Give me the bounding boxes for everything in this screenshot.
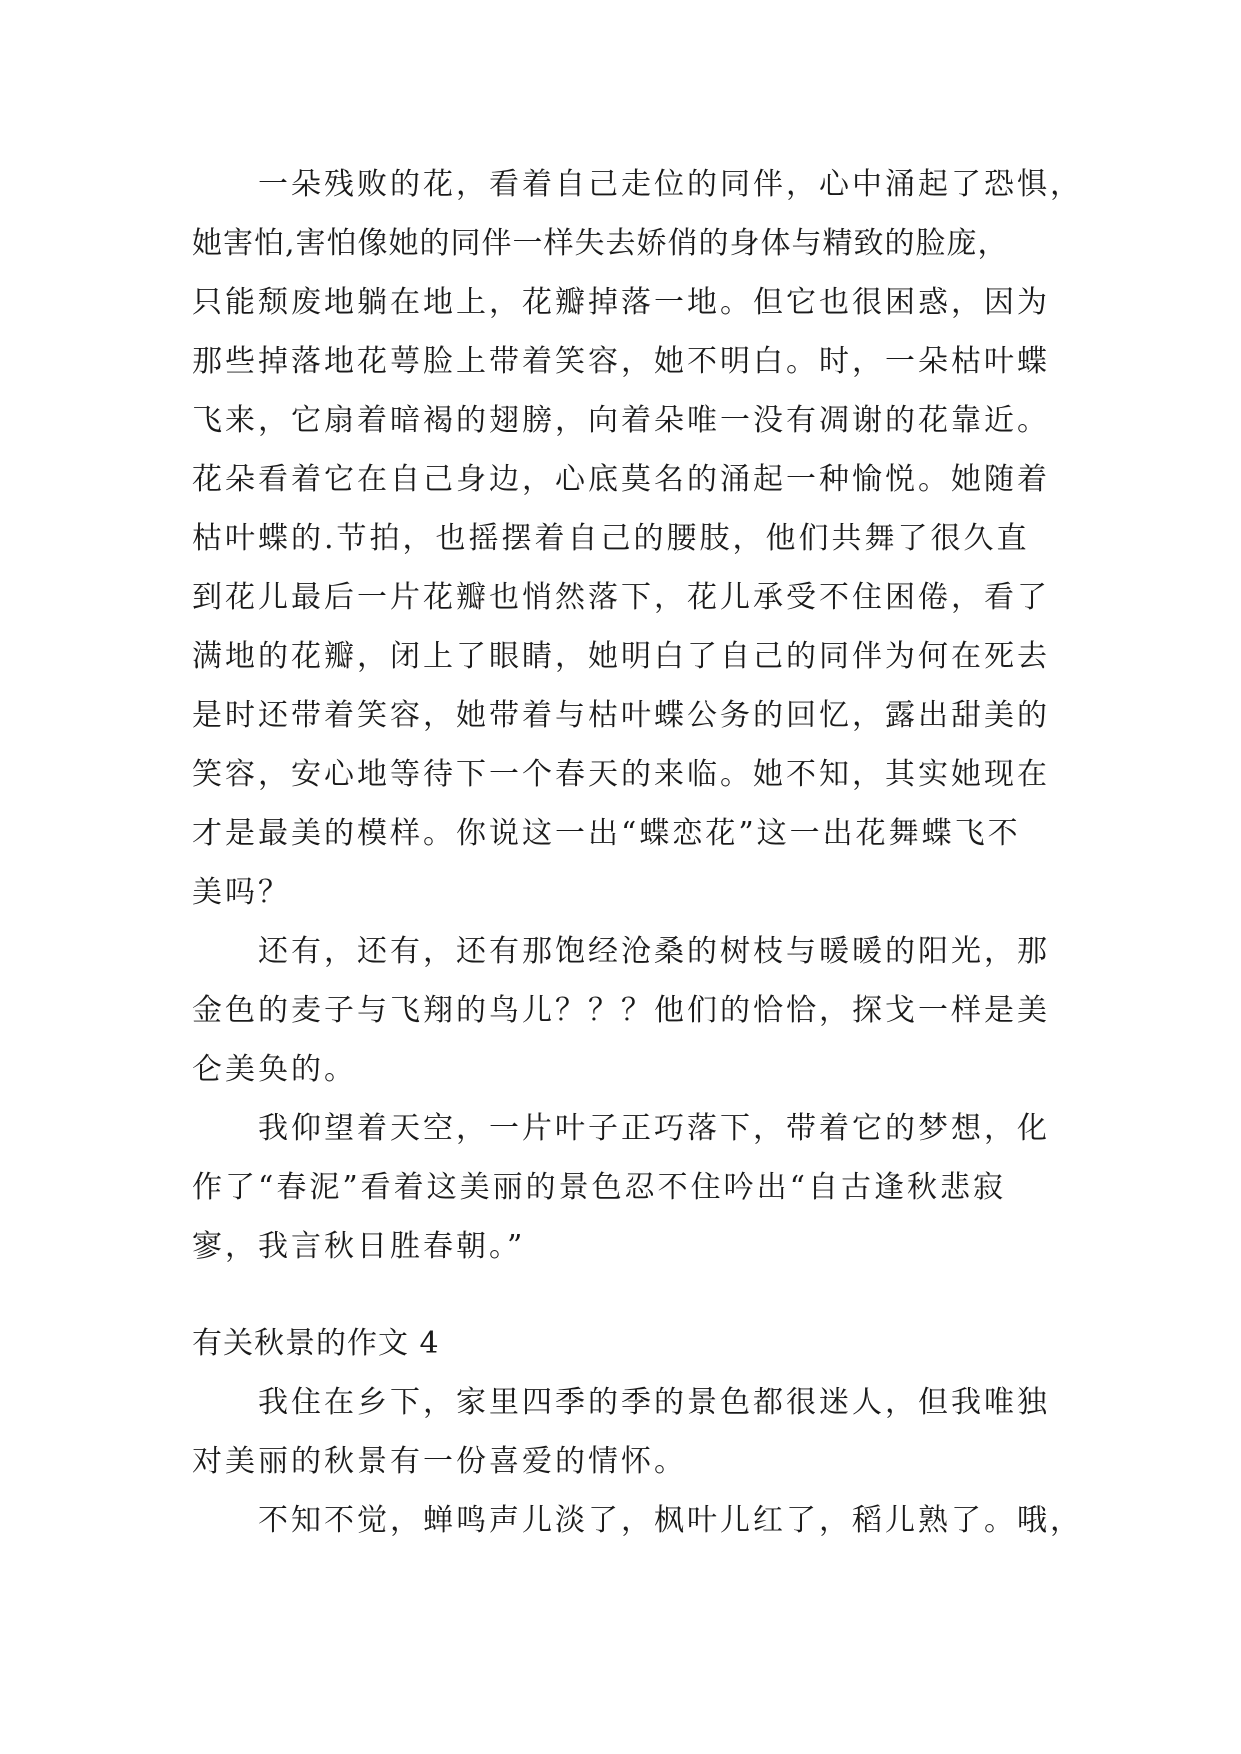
paragraph-2-line: 仑美奂的。 [192,1052,357,1087]
paragraph-1-line: 花朵看着它在自己身边，心底莫名的涌起一种愉悦。她随着 [192,462,1050,497]
paragraph-1-line: 枯叶蝶的.节拍，也摇摆着自己的腰肢，他们共舞了很久直 [192,521,1030,556]
paragraph-1-line: 到花儿最后一片花瓣也悄然落下，花儿承受不住困倦，看了 [192,580,1050,615]
paragraph-1-line: 她害怕,害怕像她的同伴一样失去娇俏的身体与精致的脸庞， [192,226,1009,261]
paragraph-3-line: 作了“春泥”看着这美丽的景色忍不住吟出“自古逢秋悲寂 [192,1170,1007,1205]
paragraph-1-line: 飞来，它扇着暗褐的翅膀，向着朵唯一没有凋谢的花靠近。 [192,403,1050,438]
paragraph-2-line: 金色的麦子与飞翔的鸟儿？？？他们的恰恰，探戈一样是美 [192,993,1050,1028]
paragraph-2-line: 还有，还有，还有那饱经沧桑的树枝与暖暖的阳光，那 [258,934,1050,969]
paragraph-1-line: 笑容，安心地等待下一个春天的来临。她不知，其实她现在 [192,757,1050,792]
paragraph-1-line: 只能颓废地躺在地上，花瓣掉落一地。但它也很困惑，因为 [192,285,1050,320]
paragraph-1-line: 一朵残败的花，看着自己走位的同伴，心中涌起了恐惧， [258,167,1083,202]
paragraph-1-line: 是时还带着笑容，她带着与枯叶蝶公务的回忆，露出甜美的 [192,698,1050,733]
paragraph-4-line: 对美丽的秋景有一份喜爱的情怀。 [192,1444,687,1479]
paragraph-1-line: 才是最美的模样。你说这一出“蝶恋花”这一出花舞蝶飞不 [192,816,1021,851]
paragraph-1-line: 那些掉落地花萼脸上带着笑容，她不明白。时，一朵枯叶蝶 [192,344,1050,379]
section-title: 有关秋景的作文 4 [192,1326,440,1361]
paragraph-1-line: 满地的花瓣，闭上了眼睛，她明白了自己的同伴为何在死去 [192,639,1050,674]
paragraph-1-line: 美吗？ [192,875,291,910]
paragraph-3-line: 寥，我言秋日胜春朝。” [192,1229,526,1264]
paragraph-3-line: 我仰望着天空，一片叶子正巧落下，带着它的梦想，化 [258,1111,1050,1146]
paragraph-5-line: 不知不觉，蝉鸣声儿淡了，枫叶儿红了，稻儿熟了。哦， [258,1503,1083,1538]
paragraph-4-line: 我住在乡下，家里四季的季的景色都很迷人，但我唯独 [258,1385,1050,1420]
